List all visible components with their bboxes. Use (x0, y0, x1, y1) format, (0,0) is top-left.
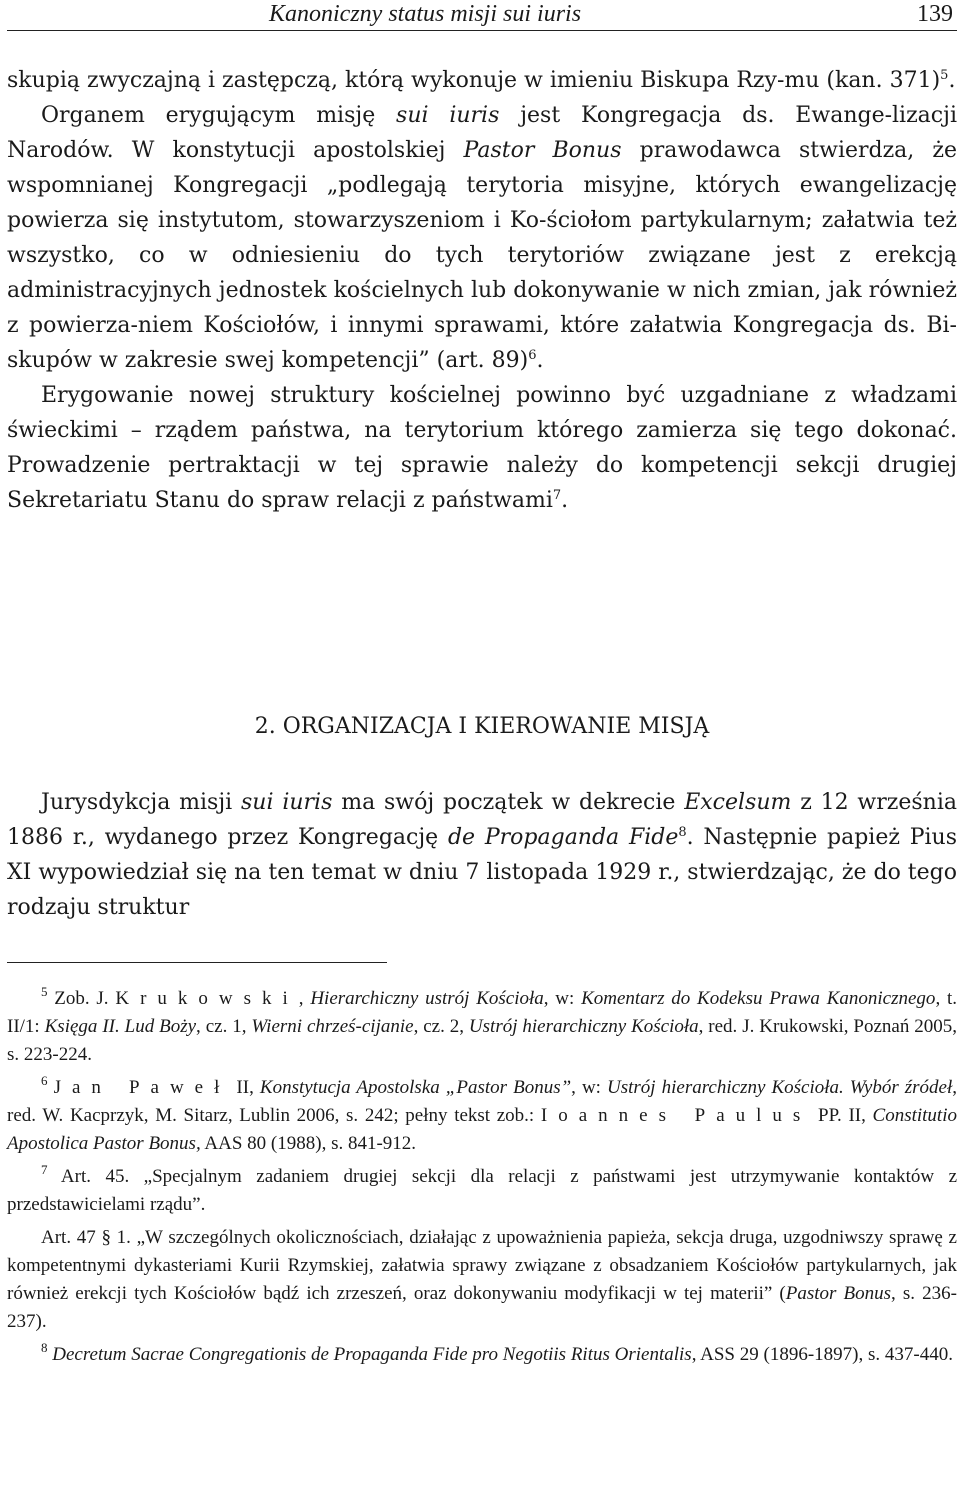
text-run: z 12 września 1886 r., wydanego przez Kongregację (7, 790, 957, 850)
text-run: Erygowanie nowej struktury kościelnej powinno być uzgadniane z władzami świeckimi – rządem państwa, na terytorium którego zamierza się tego dokonać. Prowadzenie pertraktacji w tej sprawie należy do kompetencji sekcji drugiej Sekretariatu Stanu do spraw relacji z państwami (7, 383, 957, 513)
text-run: . (536, 348, 544, 373)
text-run: , w: (543, 988, 582, 1009)
footnote-separator (7, 962, 387, 963)
italic-term: de Propaganda Fide (447, 825, 679, 850)
text-run: Zob. J. (47, 988, 116, 1009)
footnote-8 (7, 1341, 957, 1369)
footnote-7 (7, 1163, 957, 1219)
text-run: . (948, 68, 956, 93)
text-run: , cz. 1, (196, 1016, 252, 1037)
section-heading: 2. ORGANIZACJA I KIEROWANIE MISJĄ (254, 714, 710, 739)
text-run: Jurysdykcja misji (41, 790, 242, 815)
text-run: , red. J. Krukowski, Poznań 2005, s. 223-224. (7, 1016, 957, 1065)
text-run: PP. II, (811, 1105, 873, 1126)
text-run: , (298, 988, 311, 1009)
italic-title: Ustrój hierarchiczny Kościoła (468, 1016, 699, 1037)
footnotes (7, 985, 957, 1374)
italic-term: Excelsum (684, 790, 792, 815)
author-name: Ioannes Paulus (540, 1105, 812, 1126)
footnote-number: 8 (41, 1340, 48, 1355)
text-run: ma swój początek w dekrecie (332, 790, 685, 815)
footnote-ref-8: 8 (678, 825, 687, 840)
author-name: Jan Paweł (53, 1077, 231, 1098)
italic-term: sui iuris (396, 103, 500, 128)
text-run: , s. 236-237). (7, 1283, 957, 1332)
italic-title: Pastor Bonus (785, 1283, 892, 1304)
italic-title: Wierni chrześ-cijanie (251, 1016, 414, 1037)
text-run: , ASS 29 (1896-1897), s. 437-440. (691, 1344, 953, 1365)
text-run: jest Kongregacja ds. Ewange-lizacji Narodów. W konstytucji apostolskiej (7, 103, 957, 163)
footnote-6 (7, 1074, 957, 1158)
italic-title: Hierarchiczny ustrój Kościoła (310, 988, 544, 1009)
book-page (7, 0, 957, 1490)
text-run: , t. II/1: (7, 988, 957, 1037)
italic-title: Ustrój hierarchiczny Kościoła. Wybór źródeł (607, 1077, 953, 1098)
italic-title: Constitutio Apostolica Pastor Bonus, (7, 1105, 957, 1154)
footnote-number: 6 (41, 1073, 48, 1088)
footnote-number: 5 (41, 984, 48, 999)
paragraph-1 (7, 63, 957, 98)
italic-title: Konstytucja Apostolska „Pastor Bonus” (259, 1077, 572, 1098)
text-run: . Następnie papież Pius XI wypowiedział się na ten temat w dniu 7 listopada 1929 r., stwierdzając, że do tego rodzaju struktur (7, 825, 958, 920)
text-run: , w: (571, 1077, 608, 1098)
paragraph-3 (7, 378, 957, 518)
italic-term: sui iuris (241, 790, 333, 815)
footnote-5 (7, 985, 957, 1069)
footnote-ref-7: 7 (552, 488, 562, 503)
footnote-ref-5: 5 (940, 68, 949, 83)
footnote-number: 7 (41, 1162, 48, 1177)
italic-title: Księga II. Lud Boży (44, 1016, 197, 1037)
text-run: . (561, 488, 569, 513)
text-run: Organem erygującym misję (41, 103, 397, 128)
text-run: skupią zwyczajną i zastępczą, którą wykonuje w imieniu Biskupa Rzy-mu (kan. 371) (7, 68, 941, 93)
running-head (7, 0, 957, 31)
section-text (7, 785, 957, 925)
text-run: prawodawca stwierdza, że wspomnianej Kongregacji „podlegają terytoria misyjne, których ewangelizację powierza się instytutom, stowarzyszeniom i Ko-ściołom partykularnym; załatwia też wszystko, co w odniesieniu do tych terytoriów związane jest z erekcją administracyjnych jednostek kościelnych lub dokonywanie w nich zmian, jak również z powierza-niem Kościołów, i innymi sprawami, które załatwia Kongregacja ds. Bi-skupów w zakresie swej kompetencji” (art. 89) (7, 138, 958, 373)
text-run: II, (230, 1077, 260, 1098)
italic-term: Pastor Bonus (463, 138, 622, 163)
text-run: Art. 45. „Specjalnym zadaniem drugiej sekcji dla relacji z państwami jest utrzymywanie kontaktów z przedstawicielami rządu”. (7, 1166, 957, 1215)
running-title: Kanoniczny status misji sui iuris (269, 1, 582, 27)
page-number: 139 (917, 1, 953, 27)
main-text (7, 63, 957, 518)
author-name: Krukowski (115, 988, 299, 1009)
footnote-ref-6: 6 (528, 348, 537, 363)
section-paragraph-1 (7, 785, 957, 925)
italic-title: Komentarz do Kodeksu Prawa Kanonicznego (581, 988, 936, 1009)
text-run: Art. 47 § 1. „W szczególnych okolicznościach, działając z upoważnienia papieża, sekcja druga, uzgodniwszy sprawę z kompetentnymi dykasteriami Kurii Rzymskiej, załatwia sprawy związane z obsadzaniem Kościołów partykularnych, jak również erekcji tych Kościołów bądź ich zrzeszeń, oraz dokonywaniu modyfikacji w tej materii” ( (7, 1227, 957, 1304)
text-run: , cz. 2, (413, 1016, 469, 1037)
footnote-7-continued (7, 1224, 957, 1336)
paragraph-2 (7, 98, 957, 378)
text-run: , red. W. Kacprzyk, M. Sitarz, Lublin 2006, s. 242; pełny tekst zob.: (7, 1077, 958, 1126)
text-run: AAS 80 (1988), s. 841-912. (200, 1133, 417, 1154)
italic-title: Decretum Sacrae Congregationis de Propaganda Fide pro Negotiis Ritus Orientalis (52, 1344, 692, 1365)
